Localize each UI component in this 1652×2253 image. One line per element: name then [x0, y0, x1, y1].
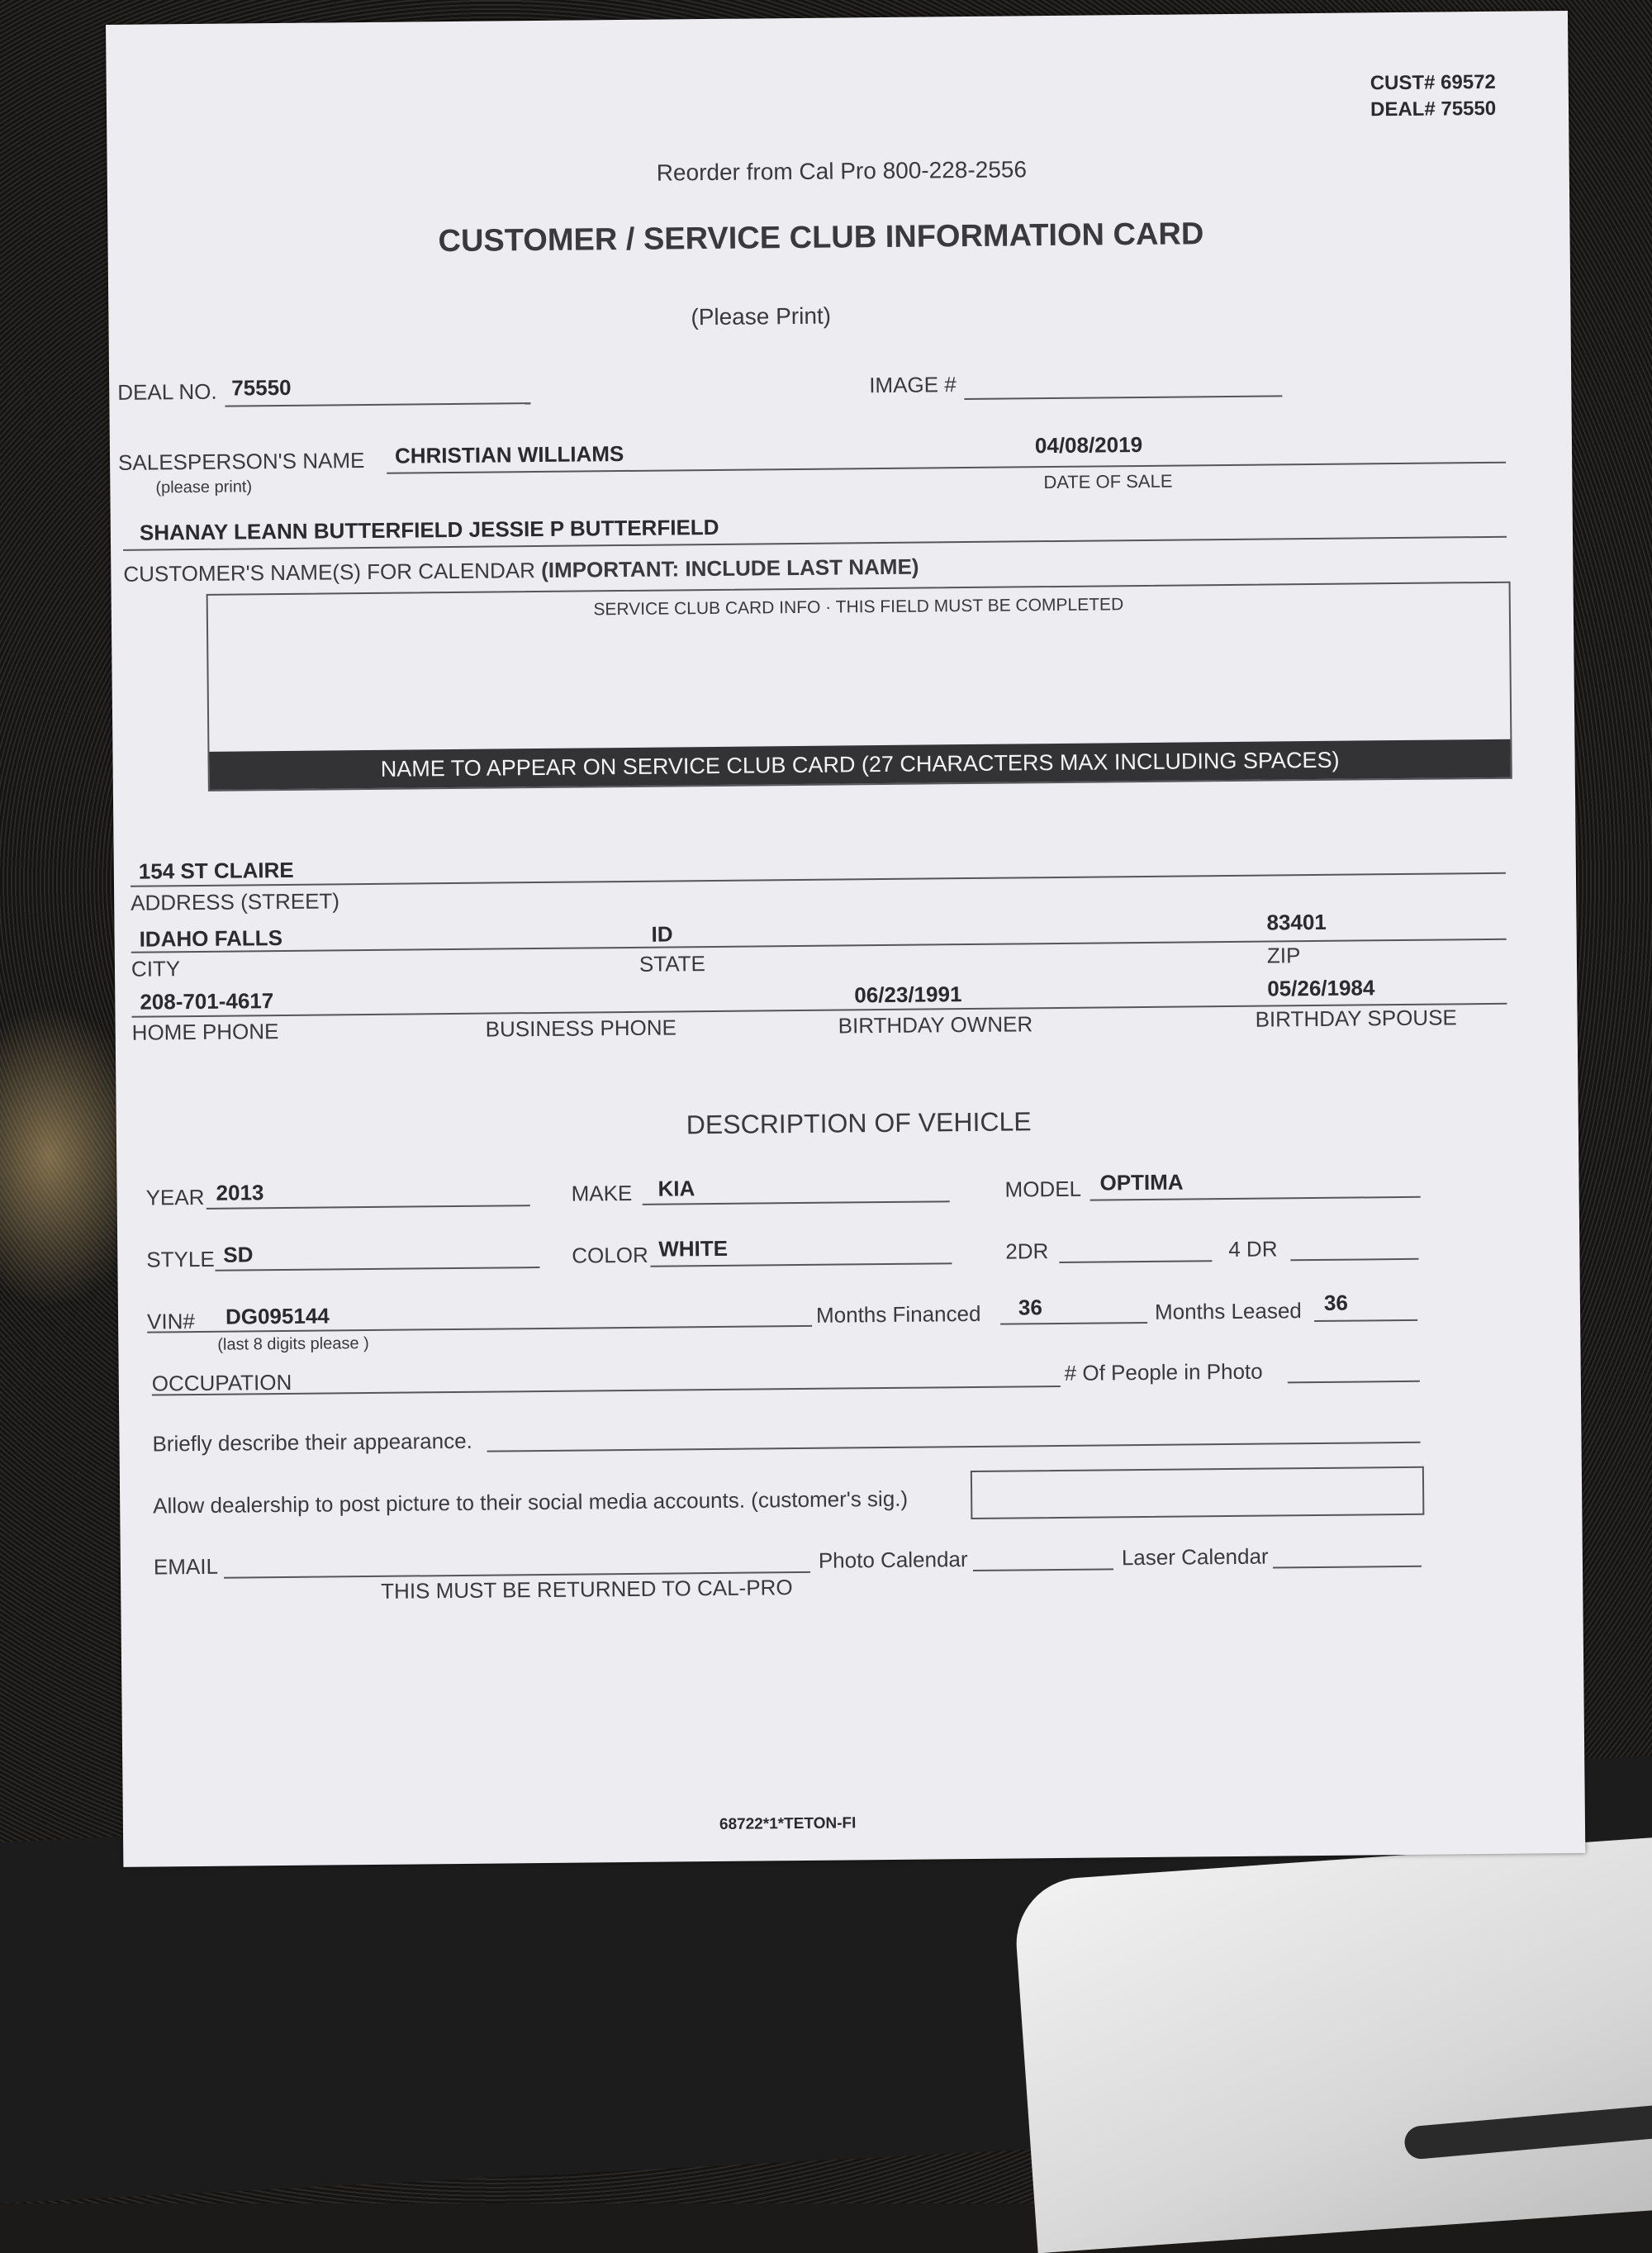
two-door-label: 2DR	[1005, 1238, 1049, 1264]
please-print-note: (Please Print)	[691, 302, 832, 330]
color-label: COLOR	[572, 1242, 648, 1268]
customer-names-label-text: CUSTOMER'S NAME(S) FOR CALENDAR	[123, 558, 536, 587]
deal-number: DEAL# 75550	[1370, 97, 1497, 121]
customer-signature-box[interactable]	[971, 1466, 1425, 1519]
model-value[interactable]: OPTIMA	[1099, 1169, 1184, 1195]
style-label: STYLE	[146, 1246, 215, 1272]
four-door-line[interactable]	[1290, 1258, 1418, 1261]
image-no-label: IMAGE #	[869, 372, 957, 398]
appearance-line[interactable]	[487, 1442, 1421, 1452]
two-door-line[interactable]	[1059, 1260, 1212, 1263]
zip-value[interactable]: 83401	[1266, 909, 1327, 935]
make-value[interactable]: KIA	[657, 1176, 695, 1201]
vin-label: VIN#	[146, 1309, 196, 1334]
date-of-sale-value[interactable]: 04/08/2019	[1034, 431, 1143, 459]
social-media-label: Allow dealership to post picture to their social media accounts. (customer's sig.)	[153, 1485, 909, 1519]
service-club-banner: NAME TO APPEAR ON SERVICE CLUB CARD (27 CHARACTERS MAX INCLUDING SPACES)	[209, 739, 1510, 790]
vin-sub: (last 8 digits please )	[217, 1334, 369, 1354]
appearance-label: Briefly describe their appearance.	[152, 1428, 472, 1457]
cust-deal-stamp	[1370, 69, 1497, 123]
deal-no-value[interactable]: 75550	[231, 374, 292, 401]
months-financed-line	[1000, 1322, 1147, 1325]
months-leased-line	[1314, 1319, 1417, 1322]
months-leased-value[interactable]: 36	[1323, 1290, 1348, 1315]
photo-calendar-label: Photo Calendar	[818, 1547, 968, 1573]
salesperson-sub: (please print)	[155, 478, 253, 497]
email-label: EMAIL	[153, 1553, 219, 1580]
city-label: CITY	[131, 956, 181, 982]
vin-value[interactable]: DG095144	[225, 1303, 330, 1329]
months-leased-label: Months Leased	[1154, 1298, 1302, 1324]
birthday-owner-value[interactable]: 06/23/1991	[854, 982, 962, 1008]
birthday-spouse-label: BIRTHDAY SPOUSE	[1255, 1005, 1457, 1032]
people-in-photo-line[interactable]	[1288, 1381, 1420, 1384]
business-phone-label: BUSINESS PHONE	[485, 1015, 676, 1042]
birthday-spouse-value[interactable]: 05/26/1984	[1267, 975, 1375, 1001]
color-line	[650, 1262, 952, 1267]
model-label: MODEL	[1004, 1176, 1082, 1202]
customer-names-value[interactable]: SHANAY LEANN BUTTERFIELD JESSIE P BUTTERFIELD	[139, 514, 719, 545]
white-appliance	[1012, 1837, 1652, 2253]
people-in-photo-label: # Of People in Photo	[1064, 1358, 1263, 1386]
laser-calendar-label: Laser Calendar	[1121, 1543, 1269, 1571]
deal-no-line	[225, 402, 530, 407]
deal-no-label: DEAL NO.	[117, 378, 217, 405]
vehicle-heading: DESCRIPTION OF VEHICLE	[686, 1106, 1032, 1140]
occupation-label: OCCUPATION	[151, 1369, 292, 1396]
footer-code: 68722*1*TETON-FI	[719, 1814, 857, 1833]
style-line	[215, 1267, 539, 1271]
city-value[interactable]: IDAHO FALLS	[139, 924, 283, 952]
information-card	[106, 11, 1585, 1867]
home-phone-value[interactable]: 208-701-4617	[140, 988, 274, 1015]
year-label: YEAR	[145, 1184, 205, 1210]
style-value[interactable]: SD	[223, 1242, 254, 1267]
model-line	[1090, 1196, 1421, 1201]
reorder-note: Reorder from Cal Pro 800-228-2556	[656, 156, 1028, 186]
months-financed-label: Months Financed	[815, 1300, 981, 1328]
return-note: THIS MUST BE RETURNED TO CAL-PRO	[381, 1575, 793, 1604]
state-label: STATE	[638, 951, 706, 977]
photo-calendar-line[interactable]	[973, 1568, 1113, 1571]
address-value[interactable]: 154 ST CLAIRE	[138, 857, 294, 884]
home-phone-label: HOME PHONE	[131, 1019, 279, 1045]
address-label: ADDRESS (STREET)	[131, 888, 340, 915]
months-financed-value[interactable]: 36	[1018, 1295, 1043, 1320]
zip-label: ZIP	[1266, 943, 1301, 968]
customer-names-label	[123, 554, 919, 587]
laser-calendar-line[interactable]	[1273, 1566, 1422, 1569]
card-title: CUSTOMER / SERVICE CLUB INFORMATION CARD	[438, 216, 1204, 259]
birthday-owner-label: BIRTHDAY OWNER	[838, 1011, 1033, 1039]
year-value[interactable]: 2013	[216, 1180, 264, 1205]
state-value[interactable]: ID	[651, 921, 673, 947]
image-no-line[interactable]	[964, 395, 1282, 400]
cust-number: CUST# 69572	[1370, 70, 1496, 95]
customer-names-label-bold: (IMPORTANT: INCLUDE LAST NAME)	[540, 554, 919, 582]
salesperson-label: SALESPERSON'S NAME	[117, 448, 365, 475]
service-club-box[interactable]	[206, 582, 1512, 791]
make-label: MAKE	[571, 1180, 633, 1206]
salesperson-value[interactable]: CHRISTIAN WILLIAMS	[394, 441, 624, 468]
address-line	[131, 872, 1506, 887]
four-door-label: 4 DR	[1228, 1236, 1278, 1262]
color-value[interactable]: WHITE	[658, 1235, 729, 1262]
date-of-sale-label: DATE OF SALE	[1043, 470, 1173, 493]
service-club-box-note: SERVICE CLUB CARD INFO · THIS FIELD MUST BE COMPLETED	[593, 595, 1124, 620]
